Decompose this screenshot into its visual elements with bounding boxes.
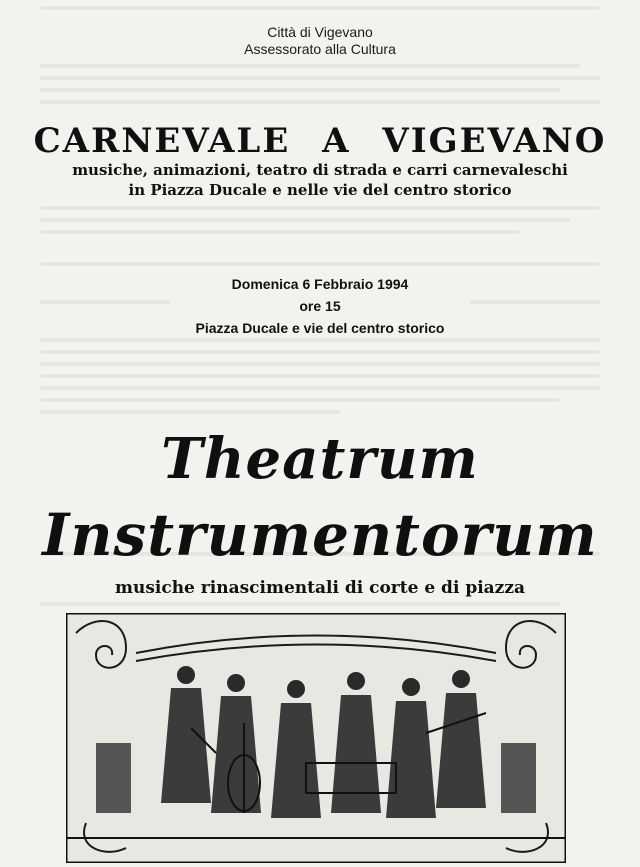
ensemble-name-line-2: Instrumentorum [42,501,598,569]
ensemble-description: musiche rinascimentali di corte e di piazza [114,578,526,598]
ensemble-name-line-1: Theatrum [161,426,479,492]
city-name: Città di Vigevano [267,24,373,40]
header [0,24,640,58]
event-time: ore 15 [299,298,341,314]
event-title: CARNEVALE A VIGEVANO [33,121,607,161]
subtitle-line-1: musiche, animazioni, teatro di strada e carri carnevaleschi [72,161,568,179]
office-name: Assessorato alla Cultura [244,41,396,57]
event-date: Domenica 6 Febbraio 1994 [231,276,409,292]
subtitle-line-2: in Piazza Ducale e nelle vie del centro storico [128,181,512,199]
event-place: Piazza Ducale e vie del centro storico [195,320,445,336]
schedule [0,273,640,339]
renaissance-musicians-engraving-icon [66,613,566,863]
